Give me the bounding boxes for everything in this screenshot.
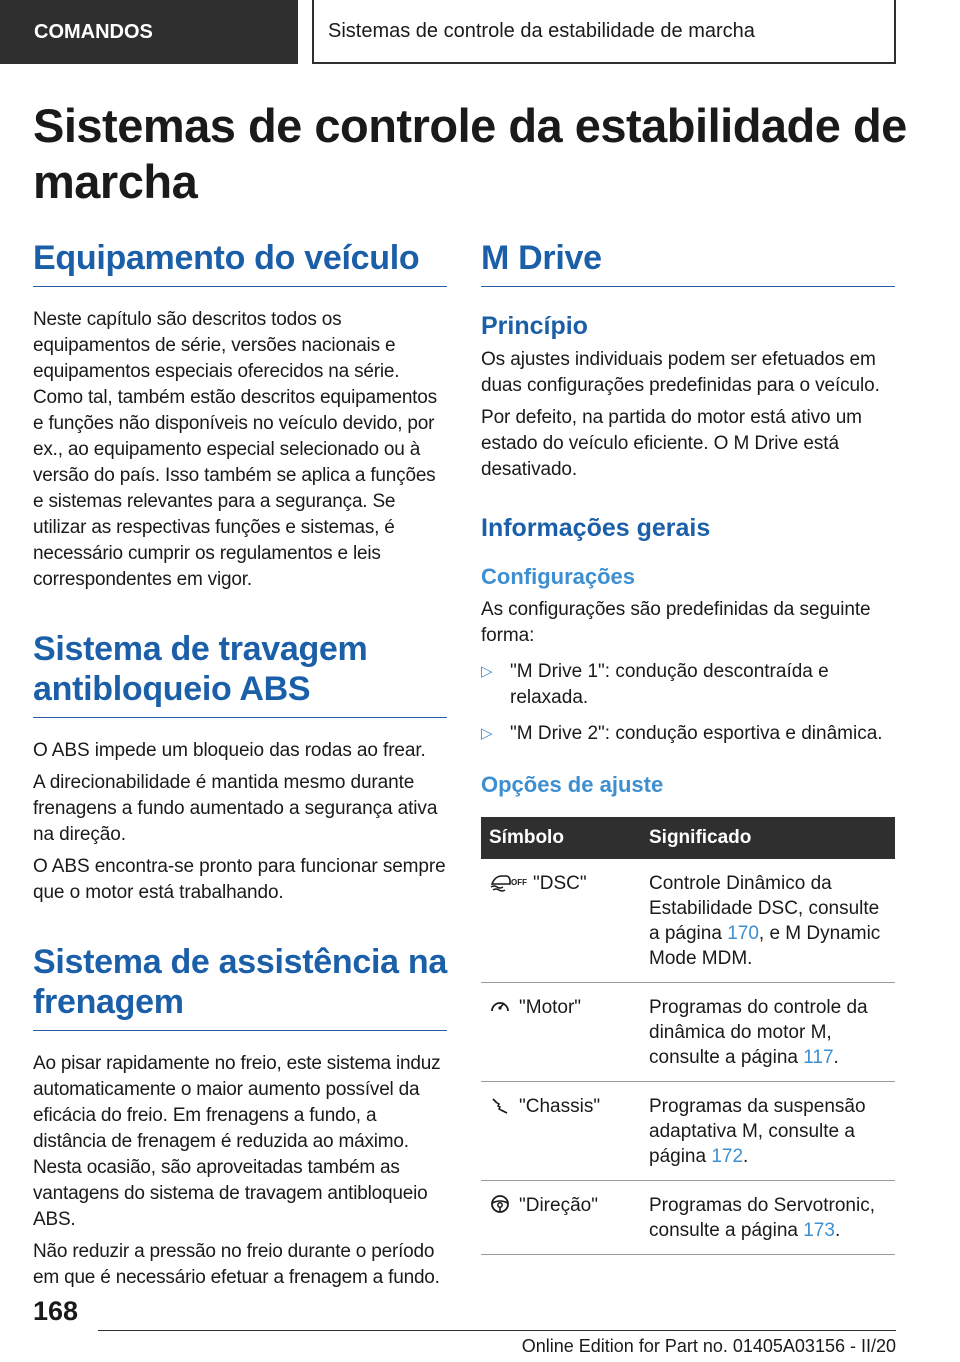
principle-paragraph-2: Por defeito, na partida do motor está ativo um estado do veículo eficiente. O M Drive está desativado. (481, 407, 862, 480)
triangle-bullet-icon: ▷ (481, 663, 493, 680)
symbol-cell: "Direção" (481, 1181, 641, 1255)
table-header-row (481, 817, 895, 859)
page-link[interactable]: 117 (803, 1047, 834, 1068)
right-column (481, 238, 895, 1255)
meaning-cell: Programas da suspensão adaptativa M, consulte a página 172. (641, 1082, 895, 1181)
svg-text:OFF: OFF (511, 878, 527, 887)
vehicle-equipment-text: Neste capítulo são descritos todos os equipamentos de série, versões nacionais e equipamentos especiais oferecidos na série. Como tal, também estão descritos equipamentos e funções não disponíveis no veículo devido, por ex., ao equipamento especial selecionado ou à versão do país. Isso também se aplica a funções e sistemas relevantes para a segurança. Se utilizar as respectivas funções e sistemas, é necessário cumprir os regulamentos e leis correspondentes em vigor. (33, 309, 437, 590)
steering-wheel-icon (489, 1194, 511, 1214)
page-link[interactable]: 173 (803, 1220, 835, 1241)
brake-assist-heading: Sistema de assistência na frenagem (33, 942, 447, 1031)
section-tab[interactable]: COMANDOS (0, 0, 298, 64)
page-link[interactable]: 170 (727, 923, 759, 944)
page-link[interactable]: 172 (711, 1146, 744, 1167)
column-header-meaning: Significado (641, 817, 895, 859)
abs-paragraph-3: O ABS encontra-se pronto para funcionar sempre que o motor está trabalhando. (33, 856, 446, 903)
table-row (481, 1082, 895, 1181)
vehicle-equipment-heading: Equipamento do veículo (33, 238, 447, 287)
dsc-off-icon (489, 872, 525, 892)
left-column (33, 238, 447, 1291)
triangle-bullet-icon: ▷ (481, 725, 493, 742)
brake-assist-paragraph-2: Não reduzir a pressão no freio durante o período em que é necessário efetuar a frenagem a fundo. (33, 1241, 440, 1288)
speedometer-icon (489, 996, 511, 1016)
suspension-icon (489, 1095, 511, 1115)
general-info-heading: Informações gerais (481, 514, 711, 542)
adjustment-options-table (481, 817, 895, 1255)
meaning-cell: Programas do controle da dinâmica do motor M, consulte a página 117. (641, 983, 895, 1082)
table-row (481, 859, 895, 983)
symbol-cell: OFF "DSC" (481, 859, 641, 983)
list-item: ▷ "M Drive 1": condução descontraída e relaxada. (481, 661, 829, 708)
abs-paragraph-2: A direcionabilidade é mantida mesmo durante frenagens a fundo aumentado a segurança ativa na direção. (33, 772, 438, 845)
meaning-cell: Programas do Servotronic, consulte a página 173. (641, 1181, 895, 1255)
brake-assist-paragraph-1: Ao pisar rapidamente no freio, este sistema induz automaticamente o maior aumento possível da eficácia do freio. Em frenagens a fundo, a distância de frenagem é reduzida ao máximo. Nesta ocasião, são aproveitadas também as vantagens do sistema de travagem antibloqueio ABS. (33, 1053, 441, 1230)
chapter-tab[interactable]: Sistemas de controle da estabilidade de marcha (312, 0, 896, 64)
symbol-cell: "Chassis" (481, 1082, 641, 1181)
configurations-list (481, 659, 895, 747)
m-drive-heading: M Drive (481, 238, 895, 287)
page-title: Sistemas de controle da estabilidade de marcha (33, 99, 907, 208)
principle-paragraph-1: Os ajustes individuais podem ser efetuados em duas configurações predefinidas para o veículo. (481, 349, 880, 396)
adjustment-options-heading: Opções de ajuste (481, 772, 664, 797)
list-item: ▷ "M Drive 2": condução esportiva e dinâmica. (481, 721, 895, 747)
header-bar (0, 0, 960, 66)
principle-heading: Princípio (481, 312, 588, 340)
symbol-cell: "Motor" (481, 983, 641, 1082)
column-header-symbol: Símbolo (481, 817, 641, 859)
table-row (481, 1181, 895, 1255)
abs-paragraph-1: O ABS impede um bloqueio das rodas ao frear. (33, 740, 426, 761)
footer-edition: Online Edition for Part no. 01405A03156 - II/20 (521, 1336, 896, 1356)
configurations-heading: Configurações (481, 564, 636, 589)
footer-divider (98, 1330, 896, 1331)
abs-heading: Sistema de travagem antibloqueio ABS (33, 629, 447, 718)
meaning-cell: Controle Dinâmico da Estabilidade DSC, consulte a página 170, e M Dynamic Mode MDM. (641, 859, 895, 983)
table-row (481, 983, 895, 1082)
configurations-text: As configurações são predefinidas da seguinte forma: (481, 599, 871, 646)
page-number: 168 (33, 1296, 79, 1326)
